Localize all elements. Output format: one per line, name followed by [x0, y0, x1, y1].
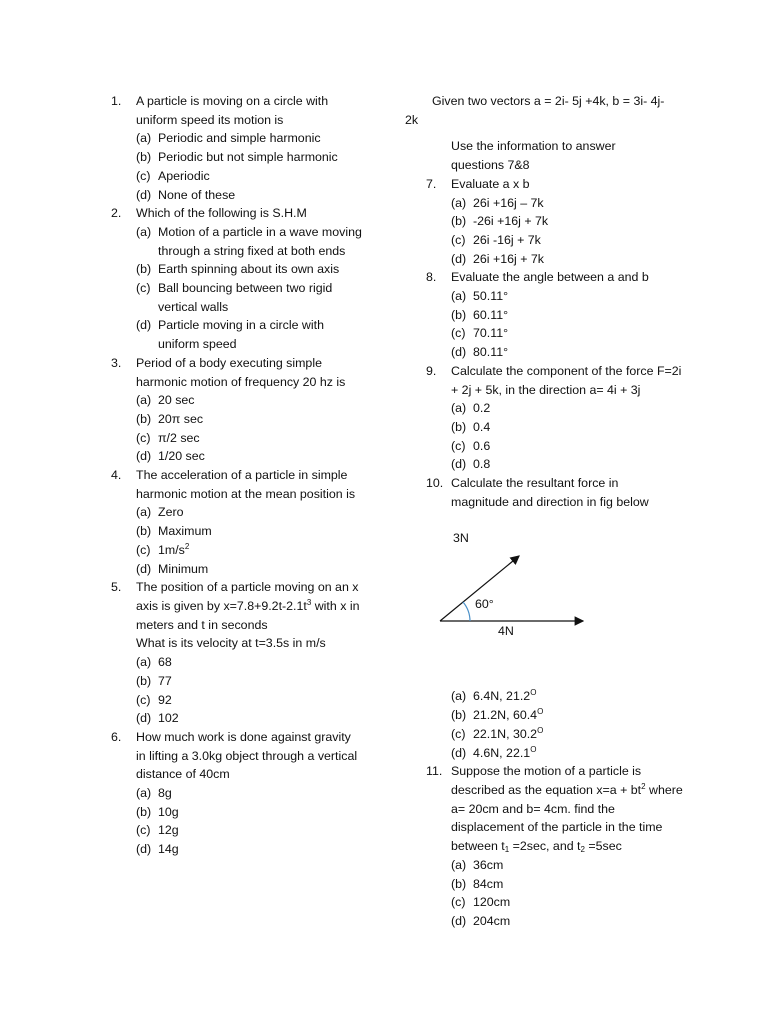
- option: [451, 706, 690, 725]
- option-text: None of these: [158, 187, 236, 202]
- option: [136, 447, 366, 466]
- option-label: (a): [136, 786, 152, 801]
- option-text: 120cm: [473, 895, 511, 910]
- option-label: (d): [451, 251, 467, 266]
- option-value: 22.1N, 30.2: [473, 726, 538, 741]
- option-label: (d): [136, 711, 152, 726]
- option: [451, 287, 690, 306]
- superscript: 3: [306, 597, 312, 607]
- option-label: (d): [136, 561, 152, 576]
- question-number: 3.: [111, 355, 122, 370]
- option-text: Zero: [158, 505, 184, 520]
- option-label: (c): [451, 232, 466, 247]
- option-label: (b): [451, 708, 467, 723]
- option: [136, 316, 366, 353]
- option-label: (d): [451, 913, 467, 928]
- option: [136, 522, 366, 541]
- option-text: Particle moving in a circle with uniform speed: [158, 318, 324, 352]
- angle-arc: [463, 602, 470, 621]
- option-text: Maximum: [158, 524, 212, 539]
- option: [136, 803, 366, 822]
- option-label: (c): [136, 542, 151, 557]
- option-text: π/2 sec: [158, 430, 200, 445]
- question-text: Calculate the resultant force in magnitude and direction in fig below: [451, 476, 649, 509]
- option-label: (b): [451, 419, 467, 434]
- given-vectors-continued: 2k: [405, 112, 419, 127]
- option-text: Motion of a particle in a wave moving through a string fixed at both ends: [158, 224, 362, 258]
- force-4n-label: 4N: [498, 624, 514, 639]
- force-vectors-svg: [435, 549, 605, 629]
- option-text: 204cm: [473, 913, 511, 928]
- option: [136, 429, 366, 448]
- option-label: (d): [136, 449, 152, 464]
- option-text: 70.11°: [473, 326, 509, 341]
- question-text: Period of a body executing simple harmonic motion of frequency 20 hz is: [136, 355, 346, 389]
- question-7: [426, 175, 690, 269]
- question-text-part: where a= 20cm and b= 4cm. find the displacement of the particle in the time between t: [451, 782, 683, 854]
- option: [451, 725, 690, 744]
- option: [136, 167, 366, 186]
- option-value: 4.6N, 22.1: [473, 745, 531, 760]
- option: [136, 279, 366, 316]
- option-label: (c): [136, 281, 151, 296]
- option-text: [473, 744, 690, 763]
- given-vectors: Given two vectors a = 2i- 5j +4k, b = 3i- 4j-: [432, 94, 665, 108]
- option: [451, 399, 690, 418]
- option-label: (b): [136, 262, 152, 277]
- option-text: Periodic but not simple harmonic: [158, 150, 338, 165]
- question-2: [111, 204, 366, 354]
- option: [451, 343, 690, 362]
- option-text: 84cm: [473, 876, 504, 891]
- option-text: Periodic and simple harmonic: [158, 131, 321, 146]
- option: [451, 455, 690, 474]
- option: [451, 437, 690, 456]
- question-9: [426, 362, 690, 474]
- option: [451, 856, 690, 875]
- option: [451, 194, 690, 213]
- option-label: (a): [451, 689, 467, 704]
- option-label: (a): [136, 505, 152, 520]
- option: [136, 186, 366, 205]
- option-text: -26i +16j + 7k: [473, 214, 549, 229]
- option-value: 6.4N, 21.2: [473, 689, 531, 704]
- option-label: (c): [451, 438, 466, 453]
- option: [136, 672, 366, 691]
- option: [451, 912, 690, 931]
- left-column: [111, 92, 366, 859]
- option-text: 102: [158, 711, 179, 726]
- option: [136, 821, 366, 840]
- option-text: 80.11°: [473, 345, 509, 360]
- option-label: (a): [136, 224, 152, 239]
- option-label: (d): [136, 842, 152, 857]
- option-label: (a): [451, 195, 467, 210]
- option: [136, 653, 366, 672]
- option-text: Aperiodic: [158, 168, 210, 183]
- option-text: 60.11°: [473, 307, 509, 322]
- option: [451, 893, 690, 912]
- option-value: 21.2N, 60.4: [473, 708, 538, 723]
- option-text: 36cm: [473, 857, 504, 872]
- option-label: (c): [136, 823, 151, 838]
- option-label: (b): [451, 214, 467, 229]
- question-5: [111, 578, 366, 728]
- question-text: Evaluate a x b: [451, 176, 530, 191]
- option-label: (b): [451, 876, 467, 891]
- option-label: (d): [451, 457, 467, 472]
- option-text: [473, 725, 690, 744]
- option: [136, 691, 366, 710]
- question-text: The acceleration of a particle in simple harmonic motion at the mean position is: [136, 468, 356, 501]
- option: [451, 306, 690, 325]
- question-8: [426, 268, 690, 362]
- question-text: [136, 578, 366, 634]
- force-diagram: [435, 531, 690, 687]
- option-text: [158, 541, 366, 560]
- option-text: 68: [158, 655, 172, 670]
- option-text: 0.6: [473, 438, 491, 453]
- option: [451, 250, 690, 269]
- option: [136, 223, 366, 260]
- superscript: 2: [184, 541, 190, 551]
- force-3n-arrow: [440, 556, 519, 621]
- option-label: (b): [136, 411, 152, 426]
- option-label: (c): [136, 692, 151, 707]
- option-label: (c): [451, 726, 466, 741]
- degree-superscript: O: [530, 688, 537, 698]
- question-text-part: The position of a particle moving on an x axis is given by x=7.8+9.2t-2.1t: [136, 580, 359, 613]
- question-number: 7.: [426, 176, 437, 191]
- option-text: 26i +16j + 7k: [473, 251, 544, 266]
- option: [136, 709, 366, 728]
- question-10: [426, 474, 690, 511]
- question-number: 6.: [111, 729, 122, 744]
- question-3: [111, 354, 366, 466]
- option: [451, 875, 690, 894]
- option-text: 20 sec: [158, 393, 195, 408]
- degree-superscript: O: [537, 707, 544, 717]
- option: [136, 560, 366, 579]
- option-label: (a): [136, 655, 152, 670]
- option: [136, 784, 366, 803]
- option-label: (d): [136, 187, 152, 202]
- option: [136, 541, 366, 560]
- option: [451, 231, 690, 250]
- question-number: 1.: [111, 94, 122, 108]
- option-text: 92: [158, 692, 172, 707]
- option: [451, 418, 690, 437]
- superscript: 2: [641, 781, 646, 791]
- question-10-options: [405, 687, 690, 762]
- option: [451, 324, 690, 343]
- question-text: Evaluate the angle between a and b: [451, 270, 649, 285]
- subscript: 2: [580, 845, 585, 855]
- option-label: (d): [451, 345, 467, 360]
- option: [136, 503, 366, 522]
- question-number: 5.: [111, 580, 122, 595]
- option-text: [473, 706, 690, 725]
- option-label: (d): [451, 745, 467, 760]
- question-text: Calculate the component of the force F=2i + 2j + 5k, in the direction a= 4i + 3j: [451, 363, 682, 397]
- option-label: (b): [136, 150, 152, 165]
- question-text: A particle is moving on a circle with uniform speed its motion is: [136, 94, 329, 127]
- option-label: (d): [136, 318, 152, 333]
- option-text: 0.4: [473, 419, 491, 434]
- question-6: [111, 728, 366, 859]
- degree-superscript: O: [537, 725, 544, 735]
- option: [136, 148, 366, 167]
- degree-superscript: O: [530, 744, 537, 754]
- question-number: 2.: [111, 206, 122, 221]
- right-column: [405, 92, 690, 931]
- option-label: (c): [136, 168, 151, 183]
- option: [451, 687, 690, 706]
- option-text: 77: [158, 673, 172, 688]
- question-number: 10.: [426, 476, 444, 491]
- option-label: (c): [136, 430, 151, 445]
- question-text: Which of the following is S.H.M: [136, 206, 307, 221]
- option-text: 1/20 sec: [158, 449, 205, 464]
- option: [136, 410, 366, 429]
- question-text-part: with x in meters and t in seconds: [136, 598, 360, 632]
- question-number: 9.: [426, 363, 437, 378]
- option-text: 12g: [158, 823, 179, 838]
- option-text: 20π sec: [158, 411, 204, 426]
- angle-label: 60°: [475, 597, 494, 612]
- option: [136, 840, 366, 859]
- option-label: (c): [451, 895, 466, 910]
- option: [136, 129, 366, 148]
- option: [451, 212, 690, 231]
- option-label: (b): [136, 673, 152, 688]
- option-text: Ball bouncing between two rigid vertical walls: [158, 281, 333, 314]
- instruction-text: Use the information to answer questions 7&8: [451, 139, 616, 173]
- option-label: (b): [136, 804, 152, 819]
- question-4: [111, 466, 366, 578]
- option-value: 1m/s: [158, 542, 185, 557]
- option-text: 8g: [158, 786, 172, 801]
- option-text: Earth spinning about its own axis: [158, 262, 340, 277]
- option: [136, 391, 366, 410]
- option-label: (a): [136, 131, 152, 146]
- option-text: 26i +16j – 7k: [473, 195, 544, 210]
- question-1: [111, 92, 366, 204]
- question-text: How much work is done against gravity in lifting a 3.0kg object through a vertical distance of 40cm: [136, 729, 358, 782]
- question-11: [426, 762, 690, 930]
- subscript: 1: [504, 845, 510, 855]
- option-text: 10g: [158, 804, 179, 819]
- question-text-part: =5sec: [584, 839, 622, 854]
- option-text: 14g: [158, 842, 179, 857]
- option-label: (b): [451, 307, 467, 322]
- option-text: 0.8: [473, 457, 491, 472]
- question-number: 4.: [111, 468, 122, 483]
- option-label: (c): [451, 326, 466, 341]
- force-3n-label: 3N: [453, 531, 469, 546]
- option-text: 0.2: [473, 401, 491, 416]
- option-text: 50.11°: [473, 289, 509, 304]
- question-text-part: =2sec, and t: [509, 839, 581, 854]
- option-label: (a): [451, 401, 467, 416]
- option-label: (a): [451, 289, 467, 304]
- option-label: (a): [136, 393, 152, 408]
- option-text: Minimum: [158, 561, 209, 576]
- option-text: 26i -16j + 7k: [473, 232, 541, 247]
- option-text: [473, 687, 690, 706]
- option: [451, 744, 690, 763]
- option-label: (b): [136, 524, 152, 539]
- question-number: 11.: [426, 764, 443, 779]
- option-label: (a): [451, 857, 467, 872]
- question-text-part: Suppose the motion of a particle is described as the equation x=a + bt: [451, 764, 642, 797]
- question-number: 8.: [426, 270, 437, 285]
- question-subtext: What is its velocity at t=3.5s in m/s: [136, 636, 326, 651]
- option: [136, 260, 366, 279]
- question-text: [451, 762, 686, 856]
